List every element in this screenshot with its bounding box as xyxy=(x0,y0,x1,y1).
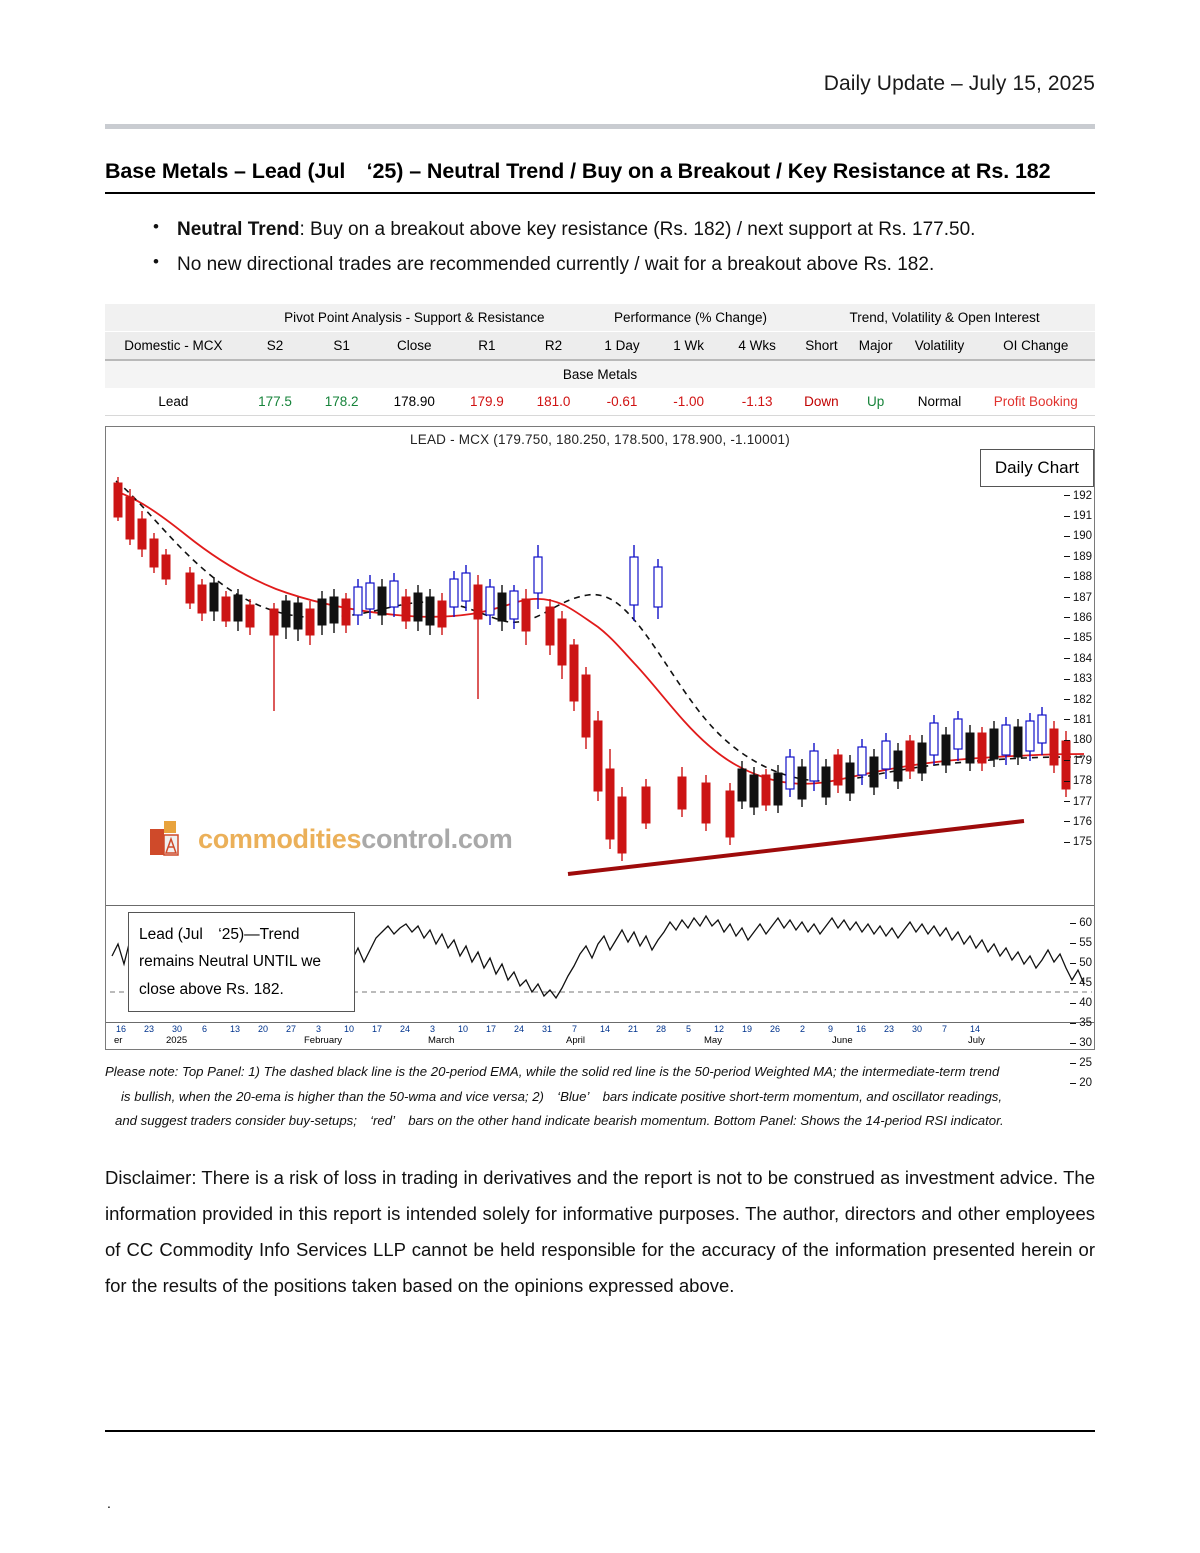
column-header-4wks: 4 Wks xyxy=(720,332,794,361)
date-tick: 3 xyxy=(430,1024,436,1035)
chart-note-box: Lead (Jul ‘25)—Trend remains Neutral UNTIL we close above Rs. 182. xyxy=(128,912,355,1011)
header-divider xyxy=(105,124,1095,129)
month-label: May xyxy=(704,1035,722,1047)
date-tick: 10 xyxy=(344,1024,355,1035)
page-title: Base Metals – Lead (Jul ‘25) – Neutral Trend / Buy on a Breakout / Key Resistance at Rs. 182 xyxy=(105,159,1095,194)
list-item xyxy=(135,212,1095,247)
price-axis xyxy=(1064,465,1092,852)
table-group-header-row xyxy=(105,304,1095,332)
watermark-part-1: commodities xyxy=(198,824,362,855)
date-tick: 30 xyxy=(912,1024,923,1035)
date-tick: 6 xyxy=(202,1024,208,1035)
date-tick: 23 xyxy=(884,1024,895,1035)
month-label: er xyxy=(114,1035,123,1047)
date-tick: 20 xyxy=(258,1024,269,1035)
watermark-part-2: control.com xyxy=(361,824,513,855)
column-header-short: Short xyxy=(794,332,849,361)
date-tick: 12 xyxy=(714,1024,725,1035)
column-header-market: Domestic - MCX xyxy=(105,332,242,361)
chart-footnote xyxy=(105,1060,1095,1133)
axis-tick: 60 xyxy=(1070,913,1092,933)
bullet-strong: Neutral Trend xyxy=(177,219,300,240)
column-header-close: Close xyxy=(375,332,454,361)
footnote-line-1: Please note: Top Panel: 1) The dashed black line is the 20-period EMA, while the solid red line is the 50-period Weighted MA; the intermediate-term trend xyxy=(105,1064,1000,1080)
axis-tick: 180 xyxy=(1064,730,1092,750)
month-label: 2025 xyxy=(166,1035,188,1047)
date-tick: 2 xyxy=(800,1024,806,1035)
axis-tick: 182 xyxy=(1064,690,1092,710)
column-header-r1: R1 xyxy=(454,332,521,361)
cell-1wk: -1.00 xyxy=(657,388,720,416)
cell-r1: 179.9 xyxy=(454,388,521,416)
axis-tick: 191 xyxy=(1064,506,1092,526)
cell-short-trend: Down xyxy=(794,388,849,416)
date-tick: 28 xyxy=(656,1024,667,1035)
group-header-pivot: Pivot Point Analysis - Support & Resistance xyxy=(242,304,587,332)
cell-r2: 181.0 xyxy=(520,388,587,416)
group-header-trend: Trend, Volatility & Open Interest xyxy=(794,304,1095,332)
axis-tick: 186 xyxy=(1064,608,1092,628)
column-header-s1: S1 xyxy=(308,332,375,361)
date-tick: 17 xyxy=(372,1024,383,1035)
cell-close: 178.90 xyxy=(375,388,454,416)
trendline-support xyxy=(568,821,1024,874)
date-tick: 3 xyxy=(316,1024,322,1035)
cell-volatility: Normal xyxy=(903,388,977,416)
table-section-row xyxy=(105,360,1095,388)
axis-tick: 181 xyxy=(1064,710,1092,730)
date-tick: 21 xyxy=(628,1024,639,1035)
group-header-blank xyxy=(105,304,242,332)
commoditiescontrol-logo-icon xyxy=(148,819,194,859)
axis-tick: 45 xyxy=(1070,973,1092,993)
axis-tick: 35 xyxy=(1070,1013,1092,1033)
date-tick: 14 xyxy=(600,1024,611,1035)
date-tick: 24 xyxy=(400,1024,411,1035)
date-tick: 30 xyxy=(172,1024,183,1035)
cell-4wks: -1.13 xyxy=(720,388,794,416)
date-tick: 23 xyxy=(144,1024,155,1035)
date-tick: 26 xyxy=(770,1024,781,1035)
table-column-header-row xyxy=(105,332,1095,361)
table-row xyxy=(105,388,1095,416)
rsi-axis xyxy=(1070,913,1092,1093)
cell-commodity: Lead xyxy=(105,388,242,416)
footnote-line-3: and suggest traders consider buy-setups; ‘red’ bars on the other hand indicate bearish momentum. Bottom Panel: Shows the 14-period RSI indicator. xyxy=(115,1113,1004,1129)
column-header-s2: S2 xyxy=(242,332,309,361)
watermark xyxy=(198,824,512,855)
column-header-volatility: Volatility xyxy=(903,332,977,361)
axis-tick: 175 xyxy=(1064,832,1092,852)
date-tick: 16 xyxy=(856,1024,867,1035)
date-tick: 27 xyxy=(286,1024,297,1035)
disclaimer-text: Disclaimer: There is a risk of loss in trading in derivatives and the report is not to be construed as investment advice. The information provided in this report is intended solely for informative purposes. The author, directors and other employees of CC Commodity Info Services LLP cannot be held responsible for the accuracy of the information presented herein or for the results of the positions taken based on the opinions expressed above. xyxy=(105,1166,1095,1296)
axis-tick: 185 xyxy=(1064,628,1092,648)
month-label: June xyxy=(832,1035,853,1047)
date-tick: 24 xyxy=(514,1024,525,1035)
highlights-list xyxy=(105,212,1095,282)
cell-major-trend: Up xyxy=(849,388,903,416)
pivot-point-table xyxy=(105,304,1095,416)
month-label: March xyxy=(428,1035,455,1047)
bullet-text: No new directional trades are recommended currently / wait for a breakout above Rs. 182. xyxy=(177,254,935,276)
chart-title: LEAD - MCX (179.750, 180.250, 178.500, 178.900, -1.10001) xyxy=(410,432,790,448)
axis-tick: 184 xyxy=(1064,649,1092,669)
axis-tick: 177 xyxy=(1064,792,1092,812)
month-label: July xyxy=(968,1035,985,1047)
axis-tick: 178 xyxy=(1064,771,1092,791)
date-tick: 19 xyxy=(742,1024,753,1035)
cell-s1: 178.2 xyxy=(308,388,375,416)
month-label: February xyxy=(304,1035,343,1047)
candlesticks xyxy=(114,477,1070,861)
footnote-line-2: is bullish, when the 20-ema is higher than the 50-wma and vice versa; 2) ‘Blue’ bars indicate positive short-term momentum, and oscillator readings, xyxy=(121,1088,1003,1104)
axis-tick: 40 xyxy=(1070,993,1092,1013)
header-date: Daily Update – July 15, 2025 xyxy=(823,72,1095,95)
date-tick: 5 xyxy=(686,1024,692,1035)
cell-oi-change: Profit Booking xyxy=(977,388,1096,416)
bullet-text: : Buy on a breakout above key resistance (Rs. 182) / next support at Rs. 177.50. xyxy=(299,219,976,240)
date-tick: 7 xyxy=(572,1024,578,1035)
column-header-1wk: 1 Wk xyxy=(657,332,720,361)
footer-divider xyxy=(105,1430,1095,1432)
axis-tick: 176 xyxy=(1064,812,1092,832)
footer-dot: . xyxy=(107,1495,111,1511)
column-header-1day: 1 Day xyxy=(587,332,657,361)
date-tick: 17 xyxy=(486,1024,497,1035)
date-tick: 13 xyxy=(230,1024,241,1035)
cell-s2: 177.5 xyxy=(242,388,309,416)
list-item xyxy=(135,247,1095,282)
column-header-r2: R2 xyxy=(520,332,587,361)
axis-tick: 50 xyxy=(1070,953,1092,973)
group-header-performance: Performance (% Change) xyxy=(587,304,794,332)
axis-tick: 187 xyxy=(1064,588,1092,608)
axis-tick: 192 xyxy=(1064,486,1092,506)
date-tick: 14 xyxy=(970,1024,981,1035)
axis-tick: 183 xyxy=(1064,669,1092,689)
column-header-major: Major xyxy=(849,332,903,361)
date-tick: 31 xyxy=(542,1024,553,1035)
daily-chart-badge: Daily Chart xyxy=(980,449,1094,487)
axis-tick: 55 xyxy=(1070,933,1092,953)
date-tick: 7 xyxy=(942,1024,948,1035)
axis-tick: 25 xyxy=(1070,1053,1092,1073)
cell-1day: -0.61 xyxy=(587,388,657,416)
date-tick: 16 xyxy=(116,1024,127,1035)
column-header-oi-change: OI Change xyxy=(977,332,1096,361)
axis-tick: 20 xyxy=(1070,1073,1092,1093)
axis-tick: 190 xyxy=(1064,526,1092,546)
date-tick: 9 xyxy=(828,1024,834,1035)
date-axis xyxy=(106,1022,1094,1049)
axis-tick: 189 xyxy=(1064,547,1092,567)
axis-tick: 30 xyxy=(1070,1033,1092,1053)
month-label: April xyxy=(566,1035,586,1047)
section-label: Base Metals xyxy=(105,360,1095,388)
date-tick: 10 xyxy=(458,1024,469,1035)
axis-tick: 179 xyxy=(1064,751,1092,771)
axis-tick: 188 xyxy=(1064,567,1092,587)
